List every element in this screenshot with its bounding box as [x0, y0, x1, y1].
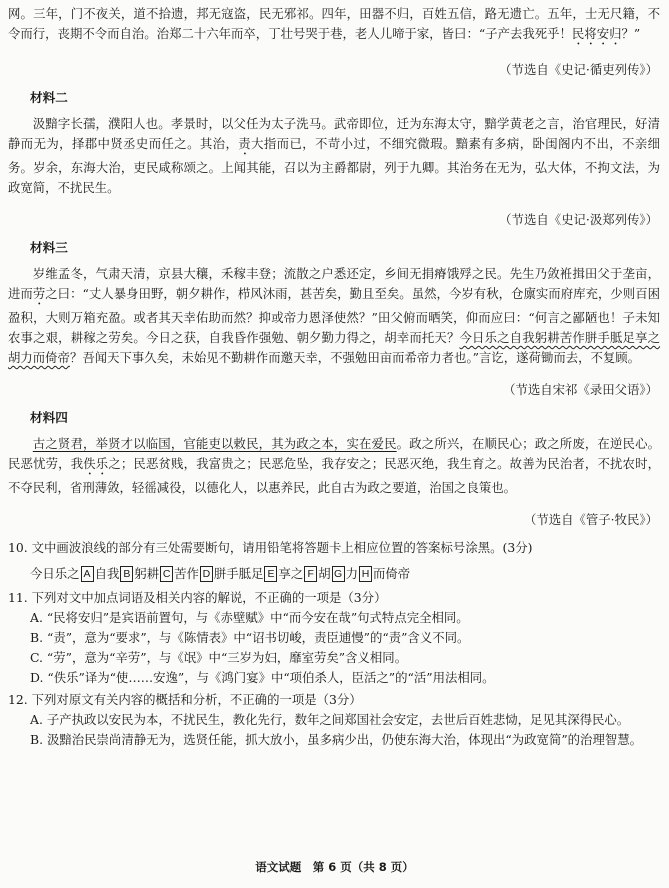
material2-source: （节选自《史记·汲郑列传》）	[499, 212, 658, 227]
material4-source: （节选自《管子·牧民》）	[523, 512, 658, 527]
material1-text: 网。三年，门不夜关，道不拾遗，邦无寇盗，民无邪祁。四年，田器不归，百姓五信，路无遗亡。五年，士无尺籍，不令而行，丧期不令而自治。治郑二十六年而卒，丁壮号哭于巷，老人儿啼于家，皆曰：“子产去我死乎！民将安归？”	[8, 6, 660, 41]
answer-box-b[interactable]: B	[120, 566, 133, 582]
question-11-stem: 11. 下列对文中加点词语及相关内容的解说，不正确的一项是（3分）	[8, 590, 387, 605]
question-12-option-b: B. 汲黯治民崇尚清静无为，选贤任能，抓大放小，虽多病少出，仍使东海大治，体现出“为政宽简”的治理智慧。	[30, 732, 643, 747]
question-10-segments: 今日乐之 A 自我 B 躬耕 C 苦作 D 胼手胝足 E 享之 F 胡 G 力 H 而倚帝	[30, 566, 411, 581]
question-12-stem: 12. 下列对原文有关内容的概括和分析，不正确的一项是（3分）	[8, 692, 362, 707]
answer-box-c[interactable]: C	[160, 566, 173, 582]
dotted-phrase: 民将安归	[571, 26, 622, 41]
material4-heading: 材料四	[30, 410, 68, 425]
question-12-option-a: A. 子产执政以安民为本，不扰民生，教化先行，数年之间郑国社会安定，去世后百姓悲恸，足见其深得民心。	[30, 712, 630, 727]
question-11-option-a: A. “民将安归”是宾语前置句，与《赤壁赋》中“而今安在哉”句式特点完全相同。	[30, 610, 469, 625]
page-footer: 语文试题 第 6 页（共 8 页）	[255, 860, 414, 874]
dotted-word: 责	[238, 136, 252, 151]
material2-heading: 材料二	[30, 90, 68, 105]
material3-heading: 材料三	[30, 240, 68, 255]
question-11-option-b: B. “责”，意为“要求”，与《陈情表》中“诏书切峻，责臣逋慢”的“责”含义不同。	[30, 630, 470, 645]
exam-page	[8, 4, 660, 750]
dotted-word: 佚乐	[83, 456, 109, 471]
question-11-option-d: D. “佚乐”译为“使……安逸”，与《鸿门宴》中“项伯杀人，臣活之”的“活”用法相同。	[30, 670, 495, 685]
answer-box-a[interactable]: A	[81, 566, 94, 582]
underlined-sentence: 古之贤君，举贤才以临国，官能吏以敕民，其为政之本，实在爱民	[32, 436, 397, 451]
material2-text: 汲黯字长孺，濮阳人也。孝景时，以父任为太子洗马。武帝即位，迁为东海太守，黯学黄老之言，治官理民，好清静而无为，择郡中贤丞史而任之。其治，责大指而已，不苛小过，不细究微瑕。黯素有多病，卧闺阁内不出，不亲细务。岁余，东海大治，吏民咸称颂之。上闻其能，召以为主爵都尉，列于九卿。其治务在无为，弘大体，不拘文法，为政宽简，不扰民生。	[8, 116, 661, 195]
material3-text: 岁维孟冬，气肃天清，京县大穰，禾稼丰登；流散之户悉还定，乡间无捐瘠饿殍之民。先生乃敛袵揖田父于垄亩，进而劳之曰：“丈人暴身田野，朝夕耕作，栉风沐雨，甚苦矣，勤且至矣。虽然，今岁有秋，仓廪实而府库充，少则百困盈积，大则万箱充盈。或者其天幸佑助而然？抑或帝力恩泽使然？”田父俯而晒笑，仰而应曰：“何言之鄙陋也！子未知农事之艰，耕稼之劳矣。今日之获，自我昏作强勉、朝夕勤力得之，胡幸而托天？今日乐之自我躬耕苦作胼手胝足享之胡力而倚帝？吾闻天下事久矣，未始见不勤耕作而邀天幸，不强勉田亩而希帝力者也。”言讫，遂荷锄而去，不复顾。	[8, 266, 661, 365]
question-11-option-c: C. “劳”，意为“辛劳”，与《氓》中“三岁为妇，靡室劳矣”含义相同。	[30, 650, 408, 665]
material4-text: 古之贤君，举贤才以临国，官能吏以敕民，其为政之本，实在爱民。政之所兴，在顺民心；政之所废，在逆民心。民恶忧劳，我佚乐之；民恶贫贱，我富贵之；民恶危坠，我存安之；民恶灭绝，我生育之。故善为民治者，不扰农时，不夺民利，省刑薄敛，轻徭减役，以德化人，以惠养民，此自古为政之要道，治国之良策也。	[8, 436, 661, 495]
wavy-underlined-passage: 今日乐之自我躬耕苦作胼手胝足享之胡力而倚帝	[8, 330, 661, 365]
answer-box-d[interactable]: D	[200, 566, 213, 582]
answer-box-h[interactable]: H	[359, 566, 372, 582]
question-10-stem: 10. 文中画波浪线的部分有三处需要断句，请用铅笔将答题卡上相应位置的答案标号涂黑。(3分)	[8, 540, 533, 555]
answer-box-g[interactable]: G	[332, 566, 345, 582]
material1-source: （节选自《史记·循吏列传》）	[499, 62, 658, 77]
material3-source: （节选自宋祁《录田父语》）	[503, 382, 658, 397]
dotted-word: 劳	[32, 286, 46, 301]
answer-box-f[interactable]: F	[304, 566, 317, 582]
answer-box-e[interactable]: E	[264, 566, 277, 582]
